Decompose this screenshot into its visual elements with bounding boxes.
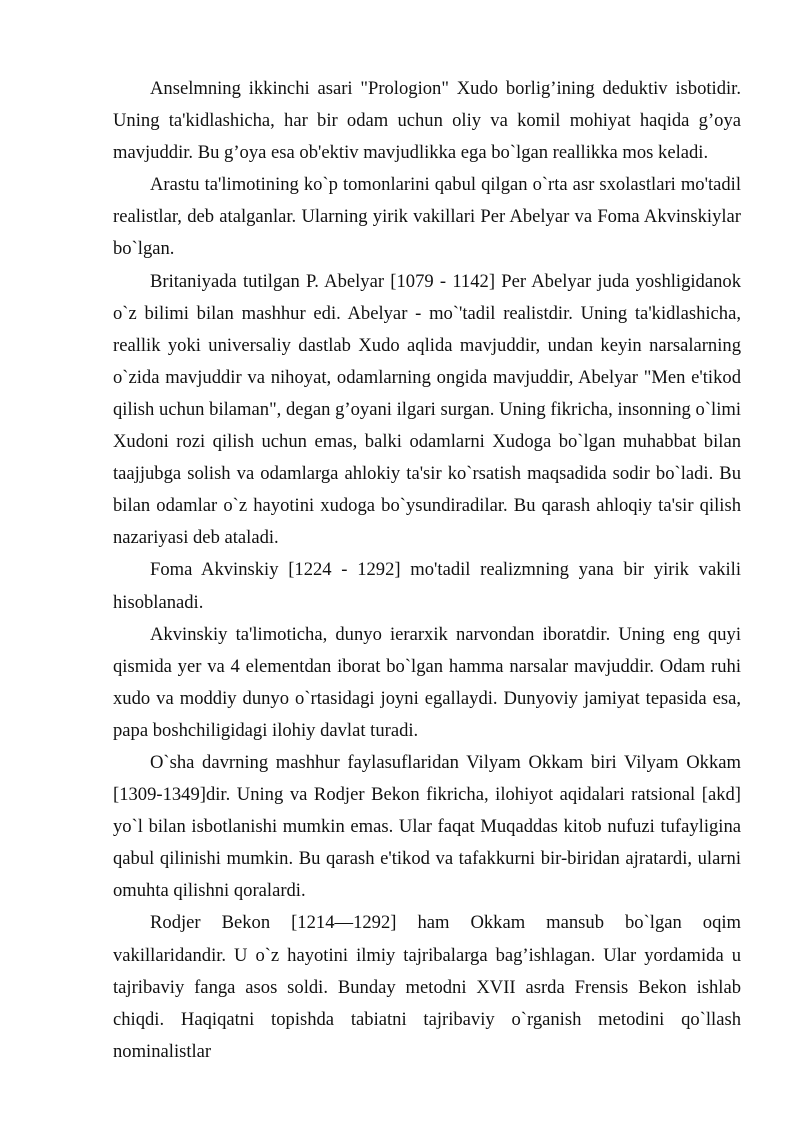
paragraph-rodjer-bekon: Rodjer Bekon [1214—1292] ham Okkam mansub bo`lgan oqim vakillaridandir. U o`z hayotini ilmiy tajribalarga bag’ishlagan. Ular yordamida u tajribaviy fanga asos soldi. Bunday metodni XVII asrda Frensis Bekon ishlab chiqdi. Haqiqatni topishda tabiatni tajribaviy o`rganish metodini qo`llash nominalistlar (113, 912, 741, 1062)
body-text (113, 73, 741, 1068)
paragraph-akvinskiy-doctrine: Akvinskiy ta'limoticha, dunyo ierarxik narvondan iboratdir. Uning eng quyi qismida yer va 4 elementdan iborat bo`lgan hamma narsalar mavjuddir. Odam ruhi xudo va moddiy dunyo o`rtasidagi joyni egallaydi. Dunyoviy jamiyat tepasida esa, papa boshchiligidagi ilohiy davlat turadi. (113, 623, 741, 741)
paragraph-abelyar: Britaniyada tutilgan P. Abelyar [1079 - 1142] Per Abelyar juda yoshligidanok o`z bilimi bilan mashhur edi. Abelyar - mo`'tadil realistdir. Uning ta'kidlashicha, reallik yoki universaliy dastlab Xudo aqlida mavjuddir, undan keyin narsalarning o`zida mavjuddir va nihoyat, odamlarning ongida mavjuddir, Abelyar "Men e'tikod qilish uchun bilaman", degan g’oyani ilgari surgan. Uning fikricha, insonning o`limi Xudoni rozi qilish uchun emas, balki odamlarni Xudoga bo`lgan muhabbat bilan taajjubga solish va odamlarga ahlokiy ta'sir ko`rsatish maqsadida sodir bo`ladi. Bu bilan odamlar o`z hayotini xudoga bo`ysundiradilar. Bu qarash ahloqiy ta'sir qilish nazariyasi deb ataladi. (113, 270, 741, 549)
paragraph-prologion: Anselmning ikkinchi asari "Prologion" Xudo borlig’ining deduktiv isbotidir. Uning ta'kidlashicha, har bir odam uchun oliy va komil mohiyat haqida g’oya mavjuddir. Bu g’oya esa ob'ektiv mavjudlikka ega bo`lgan reallikka mos keladi. (113, 78, 741, 164)
paragraph-moderate-realists: Arastu ta'limotining ko`p tomonlarini qabul qilgan o`rta asr sxolastlari mo'tadil realistlar, deb atalganlar. Ularning yirik vakillari Per Abelyar va Foma Akvinskiylar bo`lgan. (113, 174, 741, 260)
paragraph-okkam: O`sha davrning mashhur faylasuflaridan Vilyam Okkam biri Vilyam Okkam [1309-1349]dir. Uning va Rodjer Bekon fikricha, ilohiyot aqidalari ratsional [akd] yo`l bilan isbotlanishi mumkin emas. Ular faqat Muqaddas kitob nufuzi tufayligina qabul qilinishi mumkin. Bu qarash e'tikod va tafakkurni bir-biridan ajratardi, ularni omuhta qilishni qoralardi. (113, 751, 741, 902)
paragraph-foma-akvinskiy: Foma Akvinskiy [1224 - 1292] mo'tadil realizmning yana bir yirik vakili hisoblanadi. (113, 559, 741, 613)
